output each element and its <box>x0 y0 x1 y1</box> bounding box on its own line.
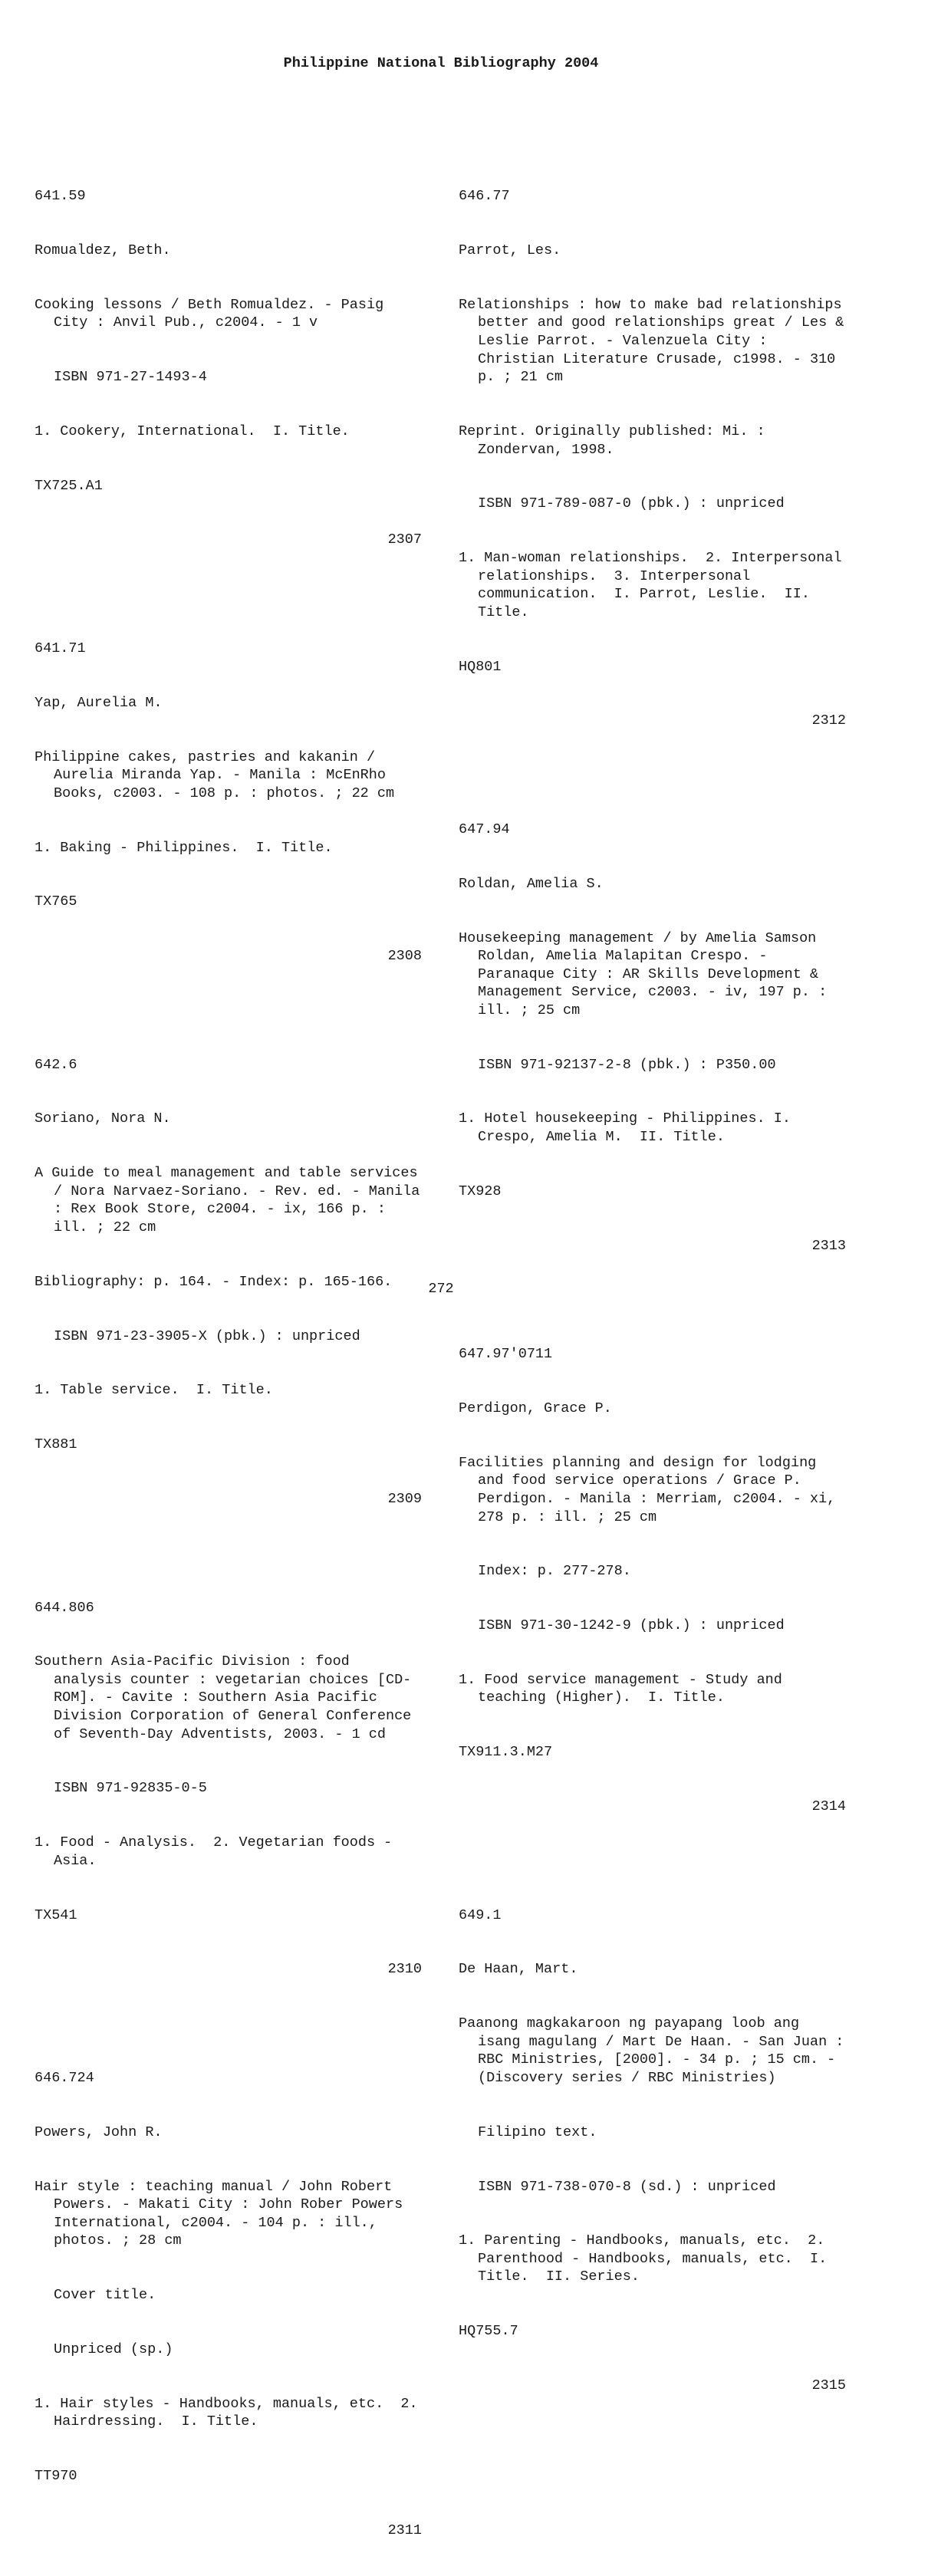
title-statement: Cooking lessons / Beth Romualdez. - Pasig City : Anvil Pub., c2004. - 1 v <box>35 296 393 331</box>
note: Filipino text. <box>478 2124 597 2140</box>
note: Index: p. 277-278. <box>478 1563 631 1580</box>
isbn: ISBN 971-738-070-8 (sd.) : unpriced <box>478 2178 776 2195</box>
entry-number: 2313 <box>811 1237 846 1254</box>
title-statement: Paanong magkakaroon ng payapang loob ang isang magulang / Mart De Haan. - San Juan : RBC Ministries, [2000]. - 34 p. ; 15 cm. - (Discovery series / RBC Ministries) <box>459 2015 853 2086</box>
note: Reprint. Originally published: Mi. : Zondervan, 1998. <box>459 423 774 458</box>
lc-number: TX765 <box>35 893 77 910</box>
isbn: ISBN 971-92835-0-5 <box>54 1780 207 1797</box>
entry-number: 2312 <box>811 712 846 729</box>
title-statement: Relationships : how to make bad relationships better and good relationships great / Les & Leslie Parrot. - Valenzuela City : Christian Literature Crusade, c1998. - 310 p. ; 21 cm <box>459 296 853 386</box>
bibliography-entry <box>35 1562 422 2015</box>
page-title: Philippine National Bibliography 2004 <box>283 55 599 71</box>
entry-number: 2308 <box>387 948 422 965</box>
note: Bibliography: p. 164. - Index: p. 165-166. <box>35 1273 393 1290</box>
entry-number: 2309 <box>387 1490 422 1507</box>
isbn: ISBN 971-789-087-0 (pbk.) : unpriced <box>478 495 785 512</box>
left-column <box>35 151 429 2576</box>
subjects: 1. Table service. I. Title. <box>35 1382 273 1399</box>
class-number: 641.59 <box>35 188 86 205</box>
author: De Haan, Mart. <box>459 1961 578 1978</box>
entry-number: 2307 <box>387 531 422 548</box>
class-number: 646.724 <box>35 2069 94 2086</box>
note: Cover title. <box>54 2287 156 2304</box>
bibliography-entry <box>35 2033 426 2576</box>
isbn: ISBN 971-27-1493-4 <box>54 369 207 386</box>
bibliography-entry <box>459 151 853 766</box>
bibliography-entry <box>35 151 422 585</box>
isbn: ISBN 971-92137-2-8 (pbk.) : P350.00 <box>478 1056 776 1073</box>
subjects: 1. Parenting - Handbooks, manuals, etc. 2. Parenthood - Handbooks, manuals, etc. I. Title. II. Series. <box>459 2232 836 2285</box>
subjects: 1. Hair styles - Handbooks, manuals, etc. 2. Hairdressing. I. Title. <box>35 2395 426 2430</box>
subjects: 1. Man-woman relationships. 2. Interpersonal relationships. 3. Interpersonal communication. I. Parrot, Leslie. II. Title. <box>459 550 851 620</box>
isbn: ISBN 971-30-1242-9 (pbk.) : unpriced <box>478 1617 785 1634</box>
subjects: 1. Hotel housekeeping - Philippines. I. Crespo, Amelia M. II. Title. <box>459 1110 800 1146</box>
title-statement: Housekeeping management / by Amelia Samson Roldan, Amelia Malapitan Crespo. - Paranaque City : AR Skills Development & Management Service, c2003. - iv, 197 p. : ill. ; 25 cm <box>459 929 836 1018</box>
bibliography-entry <box>459 785 846 1291</box>
author: Romualdez, Beth. <box>35 242 171 258</box>
class-number: 646.77 <box>459 188 510 205</box>
author: Roldan, Amelia S. <box>459 875 604 892</box>
lc-number: TX911.3.M27 <box>459 1744 553 1761</box>
subjects: 1. Food - Analysis. 2. Vegetarian foods - Asia. <box>35 1834 401 1869</box>
subjects: 1. Food service management - Study and teaching (Higher). I. Title. <box>459 1671 791 1706</box>
title-main-entry: Southern Asia-Pacific Division : food analysis counter : vegetarian choices [CD-ROM]. - Cavite : Southern Asia Pacific Division Corporation of General Conference of Seventh-Day Adventists, 2003. - 1 cd <box>35 1653 420 1742</box>
title-statement: Philippine cakes, pastries and kakanin / Aurelia Miranda Yap. - Manila : McEnRho Books, c2003. - 108 p. : photos. ; 22 cm <box>35 748 395 801</box>
subjects: 1. Baking - Philippines. I. Title. <box>35 839 333 856</box>
bibliography-entry <box>459 1309 846 1852</box>
lc-number: TX541 <box>35 1907 77 1923</box>
class-number: 647.97'0711 <box>459 1346 553 1363</box>
lc-number: TX725.A1 <box>35 477 103 494</box>
lc-number: HQ755.7 <box>459 2323 518 2340</box>
note: Unpriced (sp.) <box>54 2341 173 2357</box>
title-statement: Facilities planning and design for lodging and food service operations / Grace P. Perdigon. - Manila : Merriam, c2004. - xi, 278 p. : ill. ; 25 cm <box>459 1454 844 1525</box>
author: Perdigon, Grace P. <box>459 1400 612 1416</box>
entry-number: 2311 <box>387 2522 422 2538</box>
class-number: 647.94 <box>459 821 510 837</box>
author: Soriano, Nora N. <box>35 1110 171 1127</box>
subjects: 1. Cookery, International. I. Title. <box>35 423 350 439</box>
entry-number: 2310 <box>387 1961 422 1978</box>
class-number: 641.71 <box>35 640 86 657</box>
author: Powers, John R. <box>35 2124 163 2140</box>
class-number: 642.6 <box>35 1056 77 1073</box>
author: Parrot, Les. <box>459 242 561 258</box>
lc-number: TX881 <box>35 1436 77 1453</box>
bibliography-entry <box>35 604 422 1002</box>
title-statement: Hair style : teaching manual / John Robert Powers. - Makati City : John Rober Powers International, c2004. - 104 p. : ill., photos. ; 28 cm <box>35 2178 412 2249</box>
lc-number: HQ801 <box>459 658 502 675</box>
bibliography-entry <box>459 1870 853 2430</box>
lc-number: TT970 <box>35 2468 77 2484</box>
title-statement: A Guide to meal management and table services / Nora Narvaez-Soriano. - Rev. ed. - Manila : Rex Book Store, c2004. - ix, 166 p. : ill. ; 22 cm <box>35 1165 429 1236</box>
class-number: 649.1 <box>459 1907 502 1923</box>
isbn: ISBN 971-23-3905-X (pbk.) : unpriced <box>54 1327 360 1344</box>
class-number: 644.806 <box>35 1599 94 1616</box>
entry-number: 2315 <box>811 2377 846 2394</box>
lc-number: TX928 <box>459 1183 502 1199</box>
author: Yap, Aurelia M. <box>35 694 163 711</box>
page-number: 272 <box>428 1281 454 1297</box>
entry-number: 2314 <box>811 1798 846 1815</box>
